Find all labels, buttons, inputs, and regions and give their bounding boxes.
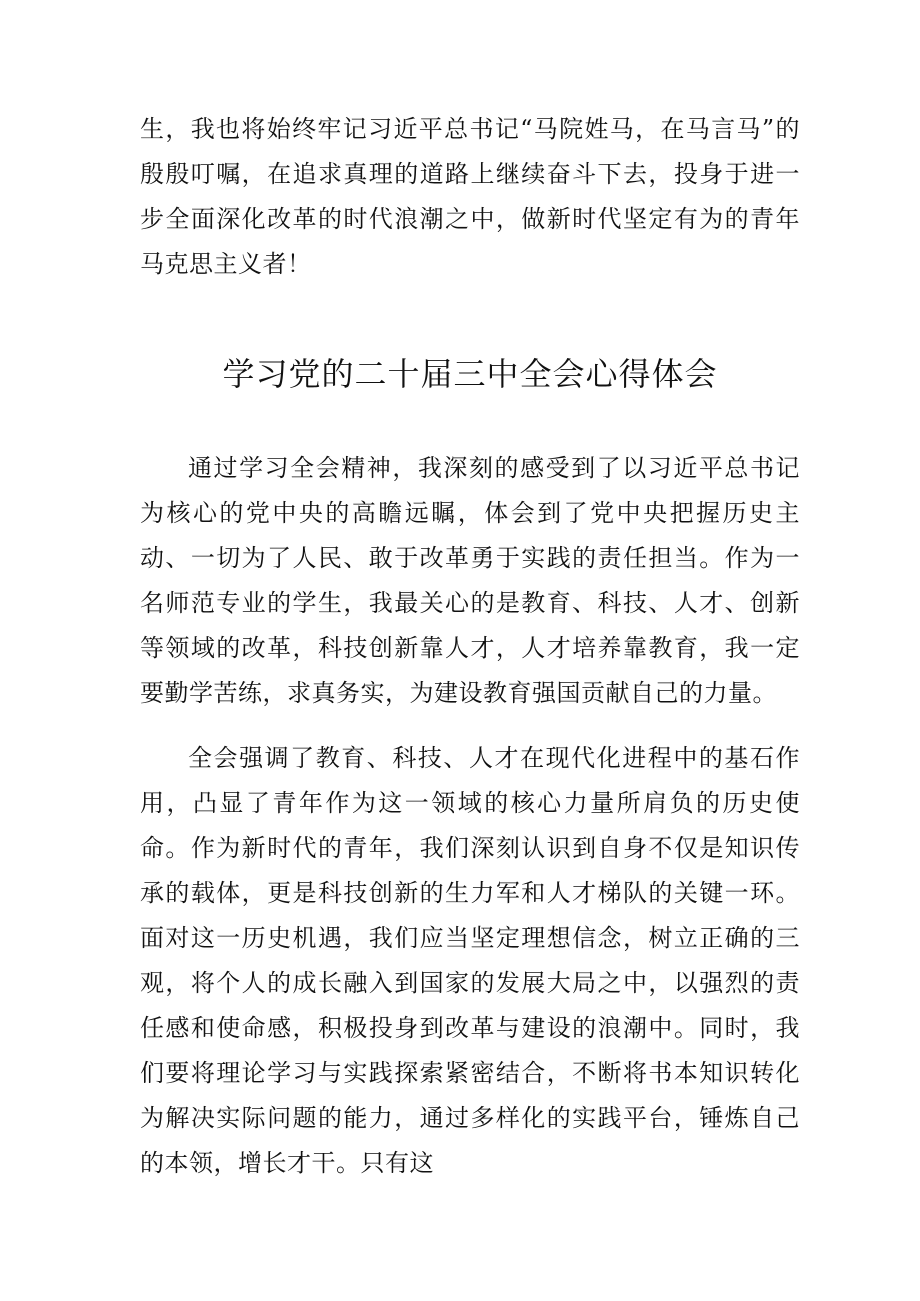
body-paragraph-1: 通过学习全会精神，我深刻的感受到了以习近平总书记为核心的党中央的高瞻远瞩，体会到了党中央把握历史主动、一切为了人民、敢于改革勇于实践的责任担当。作为一名师范专业的学生，我最关心的是教育、科技、人才、创新等领域的改革，科技创新靠人才，人才培养靠教育，我一定要勤学苦练，求真务实，为建设教育强国贡献自己的力量。 [140,454,800,707]
lead-paragraph: 生，我也将始终牢记习近平总书记“马院姓马，在马言马”的殷殷叮嘱，在追求真理的道路上继续奋斗下去，投身于进一步全面深化改革的时代浪潮之中，做新时代坚定有为的青年马克思主义者！ [140,115,800,278]
body-paragraph-2: 全会强调了教育、科技、人才在现代化进程中的基石作用，凸显了青年作为这一领域的核心力量所肩负的历史使命。作为新时代的青年，我们深刻认识到自身不仅是知识传承的载体，更是科技创新的生力军和人才梯队的关键一环。面对这一历史机遇，我们应当坚定理想信念，树立正确的三观，将个人的成长融入到国家的发展大局之中，以强烈的责任感和使命感，积极投身到改革与建设的浪潮中。同时，我们要将理论学习与实践探索紧密结合，不断将书本知识转化为解决实际问题的能力，通过多样化的实践平台，锤炼自己的本领，增长才干。只有这 [140,744,800,1177]
page-title: 学习党的二十届三中全会心得体会 [222,355,718,393]
